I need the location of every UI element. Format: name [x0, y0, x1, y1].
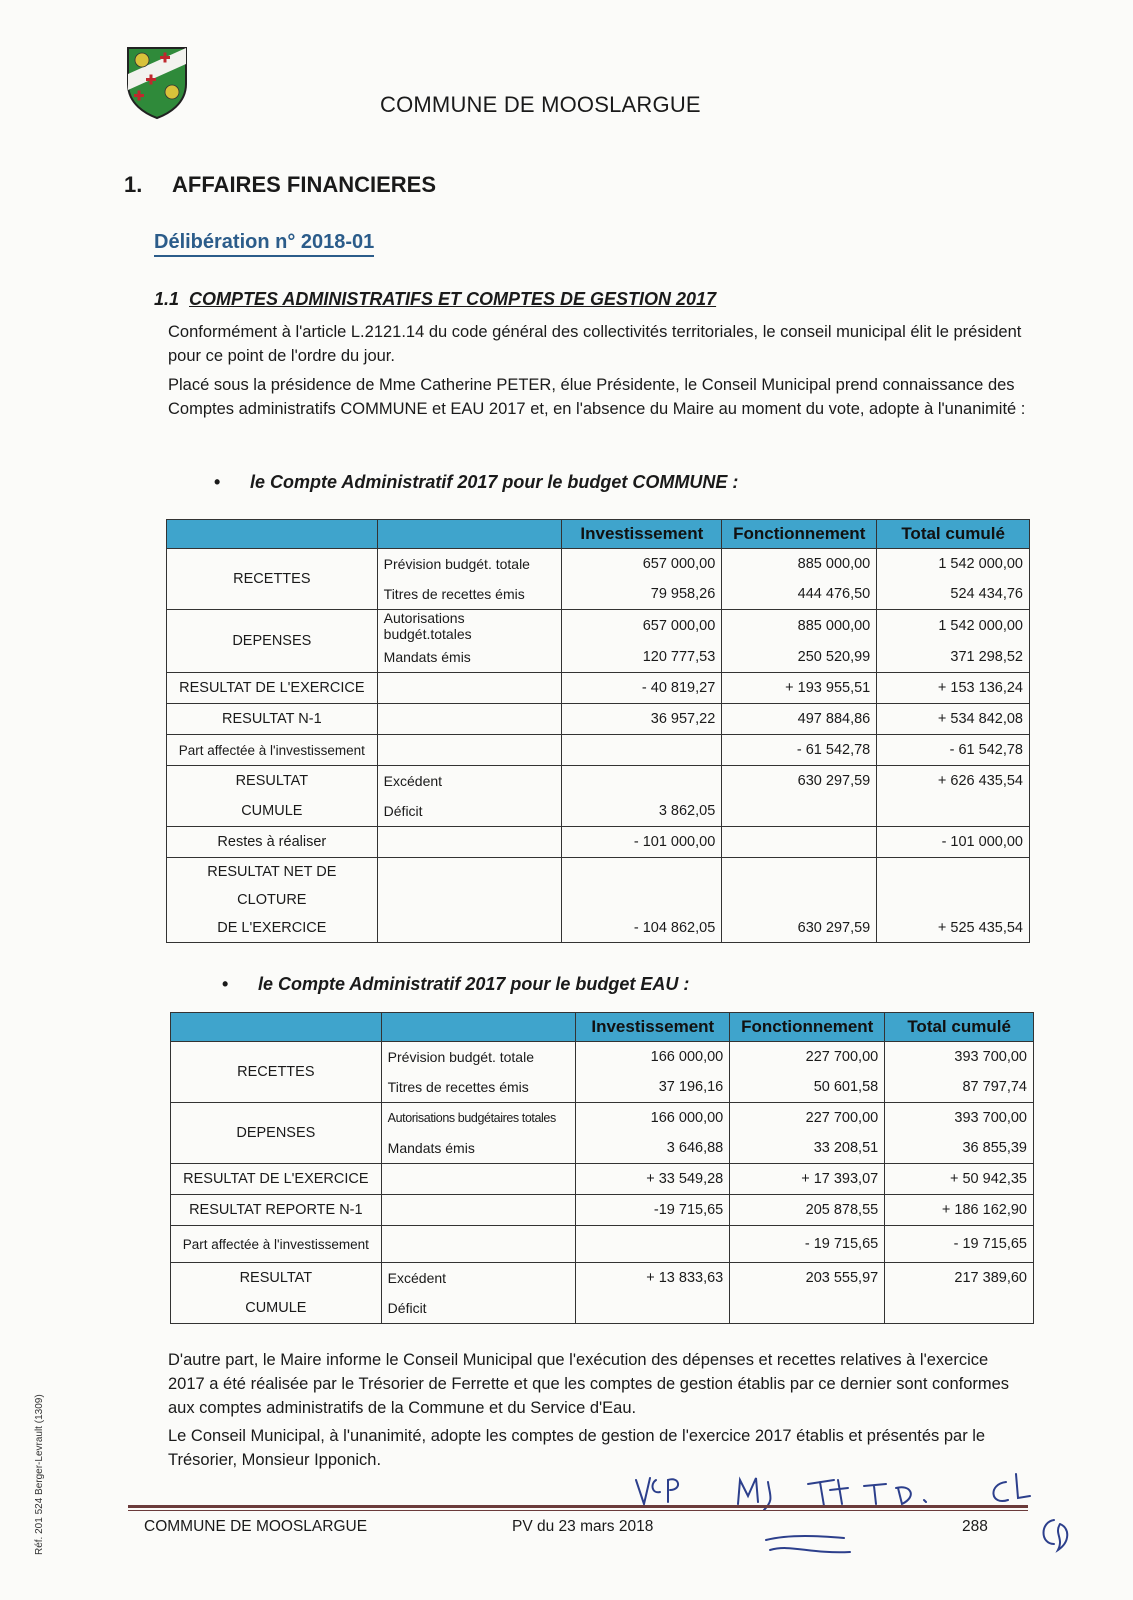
table-row [167, 858, 1030, 943]
footer-rule [128, 1505, 1028, 1508]
table-row [171, 1195, 1034, 1226]
table-row [171, 1263, 1034, 1294]
cell-value: 203 555,97 [730, 1263, 885, 1294]
cell-value: 205 878,55 [730, 1195, 885, 1226]
commune-title: COMMUNE DE MOOSLARGUE [380, 92, 701, 117]
cell-value: 657 000,00 [562, 549, 722, 580]
cell-value: 1 542 000,00 [877, 549, 1030, 580]
cell-value: -19 715,65 [576, 1195, 730, 1226]
footer-pv-date: PV du 23 mars 2018 [512, 1518, 654, 1535]
bullet-eau [222, 974, 689, 995]
table-row [167, 673, 1030, 704]
table-row [167, 704, 1030, 735]
deliberation-number: Délibération n° 2018-01 [154, 231, 374, 257]
cell-value: 657 000,00 [562, 610, 722, 643]
cell-value: 885 000,00 [722, 549, 877, 580]
cell-value [576, 1226, 730, 1263]
cell-value: 393 700,00 [885, 1042, 1034, 1073]
row-label-cumule: CUMULE [167, 796, 378, 827]
cell-value: 87 797,74 [885, 1072, 1034, 1103]
sub-label-mandats: Mandats émis [381, 1133, 576, 1164]
table-header-row [171, 1013, 1034, 1042]
subsection-heading [154, 289, 716, 310]
cell-value: 166 000,00 [576, 1103, 730, 1134]
table-row [171, 1042, 1034, 1073]
cell-value: - 101 000,00 [877, 827, 1030, 858]
cell-value: 79 958,26 [562, 579, 722, 610]
cell-value: - 19 715,65 [730, 1226, 885, 1263]
cell-value: 217 389,60 [885, 1263, 1034, 1294]
table-row [167, 827, 1030, 858]
cell-value [722, 827, 877, 858]
footer-rule-thin [128, 1510, 1028, 1511]
cell-value: 444 476,50 [722, 579, 877, 610]
cell-value: + 626 435,54 [877, 766, 1030, 797]
cell-value: 885 000,00 [722, 610, 877, 643]
coat-of-arms-logo [124, 44, 190, 120]
sub-label-deficit: Déficit [381, 1293, 576, 1324]
table-header-row [167, 520, 1030, 549]
cell-value: - 101 000,00 [562, 827, 722, 858]
table-row [167, 796, 1030, 827]
bullet-dot: • [222, 974, 229, 994]
cell-value: 630 297,59 [722, 766, 877, 797]
side-reference: Réf. 201 524 Berger-Levrault (1309) [34, 1394, 45, 1555]
subsection-number: 1.1 [154, 289, 180, 309]
cell-value [562, 735, 722, 766]
cell-value: + 153 136,24 [877, 673, 1030, 704]
bullet-commune [214, 472, 738, 493]
cell-value: + 525 435,54 [877, 858, 1030, 943]
bullet-commune-text: le Compte Administratif 2017 pour le budget COMMUNE : [250, 472, 739, 492]
cell-value: + 193 955,51 [722, 673, 877, 704]
cell-value: + 534 842,08 [877, 704, 1030, 735]
cell-value: - 61 542,78 [722, 735, 877, 766]
cell-value: - 19 715,65 [885, 1226, 1034, 1263]
cell-value: 37 196,16 [576, 1072, 730, 1103]
paragraph-presidence: Placé sous la présidence de Mme Catherine PETER, élue Présidente, le Conseil Municipal prend connaissance des Comptes administratifs COMMUNE et EAU 2017 et, en l'absence du Maire au moment du vote, adopte à l'unanimité : [168, 376, 1026, 418]
row-label-depenses: DEPENSES [167, 610, 378, 673]
cell-value: 36 957,22 [562, 704, 722, 735]
row-label-resultat: RESULTAT [171, 1263, 382, 1294]
cell-value: 1 542 000,00 [877, 610, 1030, 643]
sub-label-excedent: Excédent [377, 766, 562, 797]
sub-label-mandats: Mandats émis [377, 642, 562, 673]
sub-label-prevision: Prévision budgét. totale [381, 1042, 576, 1073]
cell-value: 120 777,53 [562, 642, 722, 673]
cell-value: - 61 542,78 [877, 735, 1030, 766]
cell-value: 50 601,58 [730, 1072, 885, 1103]
net-cloture-line2: DE L'EXERCICE [217, 920, 327, 936]
table-eau [170, 1012, 1034, 1324]
row-label-cumule: CUMULE [171, 1293, 382, 1324]
sub-label-prevision: Prévision budgét. totale [377, 549, 562, 580]
sub-label-deficit: Déficit [377, 796, 562, 827]
paragraph-adoption: Le Conseil Municipal, à l'unanimité, adopte les comptes de gestion de l'exercice 2017 établis et présentés par le Trésorier, Monsieur Ipponich. [168, 1427, 986, 1469]
cell-value [877, 796, 1030, 827]
row-label-net-cloture [167, 858, 378, 943]
table-row [167, 549, 1030, 580]
paragraph-tresorier: D'autre part, le Maire informe le Conseil Municipal que l'exécution des dépenses et recettes relatives à l'exercice 2017 a été réalisée par le Trésorier de Ferrette et que les comptes de gestion établis par ce dernier sont conformes aux comptes administratifs de la Commune et du Service d'Eau. [168, 1351, 1010, 1417]
row-label-part-affectee: Part affectée à l'investissement [171, 1226, 382, 1263]
cell-value: 3 862,05 [562, 796, 722, 827]
cell-value: 524 434,76 [877, 579, 1030, 610]
section-title: AFFAIRES FINANCIERES [172, 172, 437, 197]
bullet-dot: • [214, 472, 221, 492]
cell-value: - 40 819,27 [562, 673, 722, 704]
cell-value: + 186 162,90 [885, 1195, 1034, 1226]
paragraph-intro: Conformément à l'article L.2121.14 du code général des collectivités territoriales, le conseil municipal élit le président pour ce point de l'ordre du jour. [168, 323, 1022, 365]
table-row [171, 1164, 1034, 1195]
bullet-eau-text: le Compte Administratif 2017 pour le budget EAU : [258, 974, 690, 994]
net-cloture-line1: RESULTAT NET DE CLOTURE [207, 864, 337, 908]
row-label-recettes: RECETTES [167, 549, 378, 610]
row-label-recettes: RECETTES [171, 1042, 382, 1103]
table-row [167, 735, 1030, 766]
section-heading [124, 172, 436, 198]
cell-value: + 50 942,35 [885, 1164, 1034, 1195]
sub-label-excedent: Excédent [381, 1263, 576, 1294]
cell-value: 250 520,99 [722, 642, 877, 673]
sub-label-titres: Titres de recettes émis [377, 579, 562, 610]
sub-label-autorisations: Autorisations budgét.totales [377, 610, 562, 643]
header-fonctionnement: Fonctionnement [722, 520, 877, 549]
cell-value [562, 766, 722, 797]
cell-value: 33 208,51 [730, 1133, 885, 1164]
table-row [167, 766, 1030, 797]
table-row [167, 610, 1030, 643]
footer-commune: COMMUNE DE MOOSLARGUE [144, 1518, 368, 1535]
cell-value: 166 000,00 [576, 1042, 730, 1073]
cell-value: 630 297,59 [722, 858, 877, 943]
header-fonctionnement: Fonctionnement [730, 1013, 885, 1042]
cell-value [722, 796, 877, 827]
row-label-restes: Restes à réaliser [167, 827, 378, 858]
table-row [171, 1103, 1034, 1134]
row-label-resultat-exercice: RESULTAT DE L'EXERCICE [171, 1164, 382, 1195]
row-label-resultat-reporte: RESULTAT REPORTE N-1 [171, 1195, 382, 1226]
cell-value: 371 298,52 [877, 642, 1030, 673]
footer-page-number: 288 [962, 1518, 988, 1535]
handwritten-mark [1030, 1510, 1080, 1560]
header-total: Total cumulé [885, 1013, 1034, 1042]
row-label-part-affectee: Part affectée à l'investissement [167, 735, 378, 766]
cell-value: 3 646,88 [576, 1133, 730, 1164]
cell-value: 497 884,86 [722, 704, 877, 735]
cell-value: + 33 549,28 [576, 1164, 730, 1195]
cell-value: 393 700,00 [885, 1103, 1034, 1134]
table-row [171, 1293, 1034, 1324]
table-row [171, 1226, 1034, 1263]
row-label-resultat-exercice: RESULTAT DE L'EXERCICE [167, 673, 378, 704]
header-total: Total cumulé [877, 520, 1030, 549]
table-commune [166, 519, 1030, 943]
section-number: 1. [124, 172, 143, 197]
cell-value: 36 855,39 [885, 1133, 1034, 1164]
header-investissement: Investissement [562, 520, 722, 549]
cell-value: + 17 393,07 [730, 1164, 885, 1195]
cell-value: 227 700,00 [730, 1042, 885, 1073]
subsection-title: COMPTES ADMINISTRATIFS ET COMPTES DE GESTION 2017 [189, 289, 717, 309]
header-investissement: Investissement [576, 1013, 730, 1042]
sub-label-autorisations: Autorisations budgétaires totales [381, 1103, 576, 1134]
sub-label-titres: Titres de recettes émis [381, 1072, 576, 1103]
handwritten-signature [760, 1530, 860, 1560]
cell-value: + 13 833,63 [576, 1263, 730, 1294]
row-label-resultat-n1: RESULTAT N-1 [167, 704, 378, 735]
row-label-resultat: RESULTAT [167, 766, 378, 797]
row-label-depenses: DEPENSES [171, 1103, 382, 1164]
cell-value: 227 700,00 [730, 1103, 885, 1134]
cell-value: - 104 862,05 [562, 858, 722, 943]
handwritten-initials [628, 1466, 1048, 1516]
